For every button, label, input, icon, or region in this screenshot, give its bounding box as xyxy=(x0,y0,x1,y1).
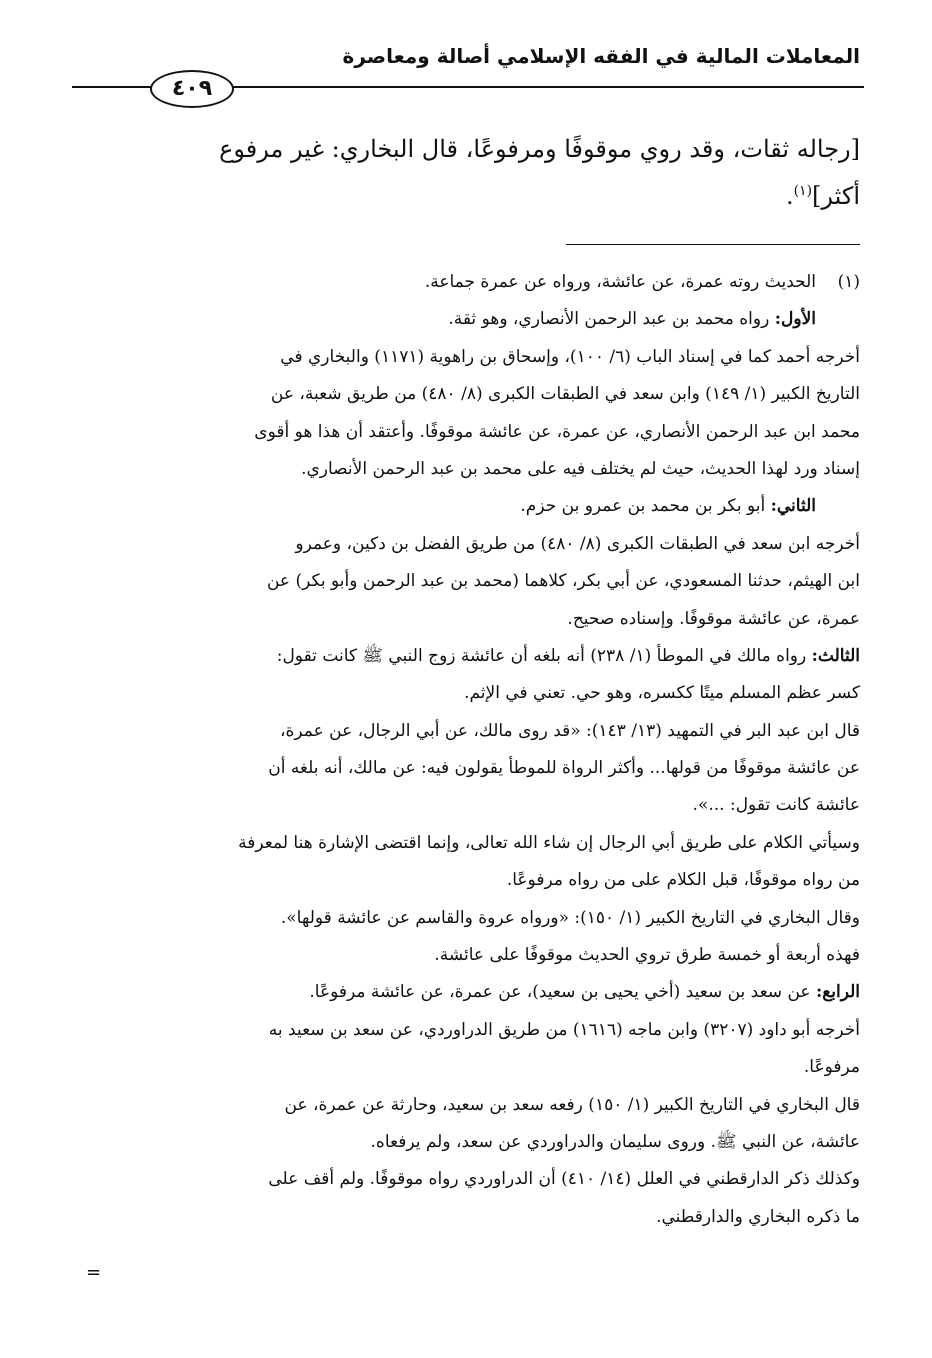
main-text-line-1: [رجاله ثقات، وقد روي موقوفًا ومرفوعًا، قال البخاري: غير مرفوع xyxy=(219,135,860,163)
footnote-text: أبو بكر بن محمد بن عمرو بن حزم. xyxy=(520,496,771,517)
footnote-line: قال ابن عبد البر في التمهيد (١٣/ ١٤٣): «قد روى مالك، عن أبي الرجال، عن عمرة، xyxy=(280,720,860,741)
footnote-lead-third: الثالث: xyxy=(811,645,860,666)
footnote-line: فهذه أربعة أو خمسة طرق تروي الحديث موقوفًا على عائشة. xyxy=(434,945,860,966)
footnote-separator xyxy=(566,244,860,245)
footnote-line: قال البخاري في التاريخ الكبير (١/ ١٥٠) رفعه سعد بن سعيد، وحارثة عن عمرة، عن xyxy=(284,1094,860,1115)
footnote-line: التاريخ الكبير (١/ ١٤٩) وابن سعد في الطبقات الكبرى (٨/ ٤٨٠) من طريق شعبة، عن xyxy=(270,384,860,405)
running-header-title: المعاملات المالية في الفقه الإسلامي أصالة ومعاصرة xyxy=(342,44,860,68)
footnote-line: عائشة، عن النبي ﷺ. وروى سليمان والدراوردي عن سعد، ولم يرفعاه. xyxy=(370,1131,860,1152)
main-text-line-2-end: . xyxy=(785,182,794,210)
main-text-line-2 xyxy=(72,173,860,220)
footnote-line xyxy=(72,301,860,338)
footnote-line: وسيأتي الكلام على طريق أبي الرجال إن شاء الله تعالى، وإنما اقتضى الإشارة هنا لمعرفة xyxy=(238,832,860,853)
footnote-lead-first: الأول: xyxy=(774,309,816,330)
footnote-text: الحديث روته عمرة، عن عائشة، ورواه عن عمرة جماعة. xyxy=(424,272,816,292)
footnote-line: ما ذكره البخاري والدارقطني. xyxy=(656,1206,860,1227)
main-text-line-2-text: أكثر] xyxy=(812,182,860,210)
footnote-lead-fourth: الرابع: xyxy=(815,982,860,1003)
footnote-line: مرفوعًا. xyxy=(803,1057,860,1078)
footnote-line: أخرجه أحمد كما في إسناد الباب (٦/ ١٠٠)، وإسحاق بن راهوية (١١٧١) والبخاري في xyxy=(280,346,860,367)
footnote-text: رواه محمد بن عبد الرحمن الأنصاري، وهو ثقة. xyxy=(448,309,775,330)
footnote-line: كسر عظم المسلم ميتًا ككسره، وهو حي. تعني في الإثم. xyxy=(464,683,860,704)
footnote-line: من رواه موقوفًا، قبل الكلام على من رواه مرفوعًا. xyxy=(506,870,860,891)
footnote-line: ابن الهيثم، حدثنا المسعودي، عن أبي بكر، كلاهما (محمد بن عبد الرحمن وأبو بكر) عن xyxy=(266,571,860,592)
footnote-line: وقال البخاري في التاريخ الكبير (١/ ١٥٠): «ورواه عروة والقاسم عن عائشة قولها». xyxy=(280,907,860,928)
footnote-number: (١) xyxy=(837,272,860,292)
footnote-line xyxy=(72,264,860,301)
footnote-line: عائشة كانت تقول: ...». xyxy=(692,795,860,816)
footnote-line xyxy=(72,488,860,525)
footnote-line xyxy=(72,974,860,1011)
footnote-line: عن عائشة موقوفًا من قولها... وأكثر الرواة للموطأ يقولون فيه: عن مالك، أنه بلغه أن xyxy=(268,758,860,779)
continuation-mark: = xyxy=(86,1262,102,1283)
footnote-lead-second: الثاني: xyxy=(770,496,816,517)
footnote-text: رواه مالك في الموطأ (١/ ٢٣٨) أنه بلغه أن عائشة زوج النبي ﷺ كانت تقول: xyxy=(276,645,812,666)
footnote-line: إسناد ورد لهذا الحديث، حيث لم يختلف فيه على محمد بن عبد الرحمن الأنصاري. xyxy=(301,458,860,479)
footnote-marker: (١) xyxy=(793,183,813,199)
footnote-text: عن سعد بن سعيد (أخي يحيى بن سعيد)، عن عمرة، عن عائشة مرفوعًا. xyxy=(309,982,816,1003)
footnotes xyxy=(72,264,860,1236)
footnote-line xyxy=(72,638,860,675)
footnote-line: وكذلك ذكر الدارقطني في العلل (١٤/ ٤١٠) أن الدراوردي رواه موقوفًا. ولم أقف على xyxy=(268,1169,860,1190)
footnote-line: محمد ابن عبد الرحمن الأنصاري، عن عمرة، عن عائشة موقوفًا. وأعتقد أن هذا هو أقوى xyxy=(254,421,860,442)
footnote-line: أخرجه أبو داود (٣٢٠٧) وابن ماجه (١٦١٦) من طريق الدراوردي، عن سعد بن سعيد به xyxy=(268,1019,860,1040)
footnote-line: أخرجه ابن سعد في الطبقات الكبرى (٨/ ٤٨٠) من طريق الفضل بن دكين، وعمرو xyxy=(295,533,860,554)
footnote-line: عمرة، عن عائشة موقوفًا. وإسناده صحيح. xyxy=(567,608,860,629)
page-number: ٤٠٩ xyxy=(150,70,234,108)
main-text xyxy=(72,126,860,220)
